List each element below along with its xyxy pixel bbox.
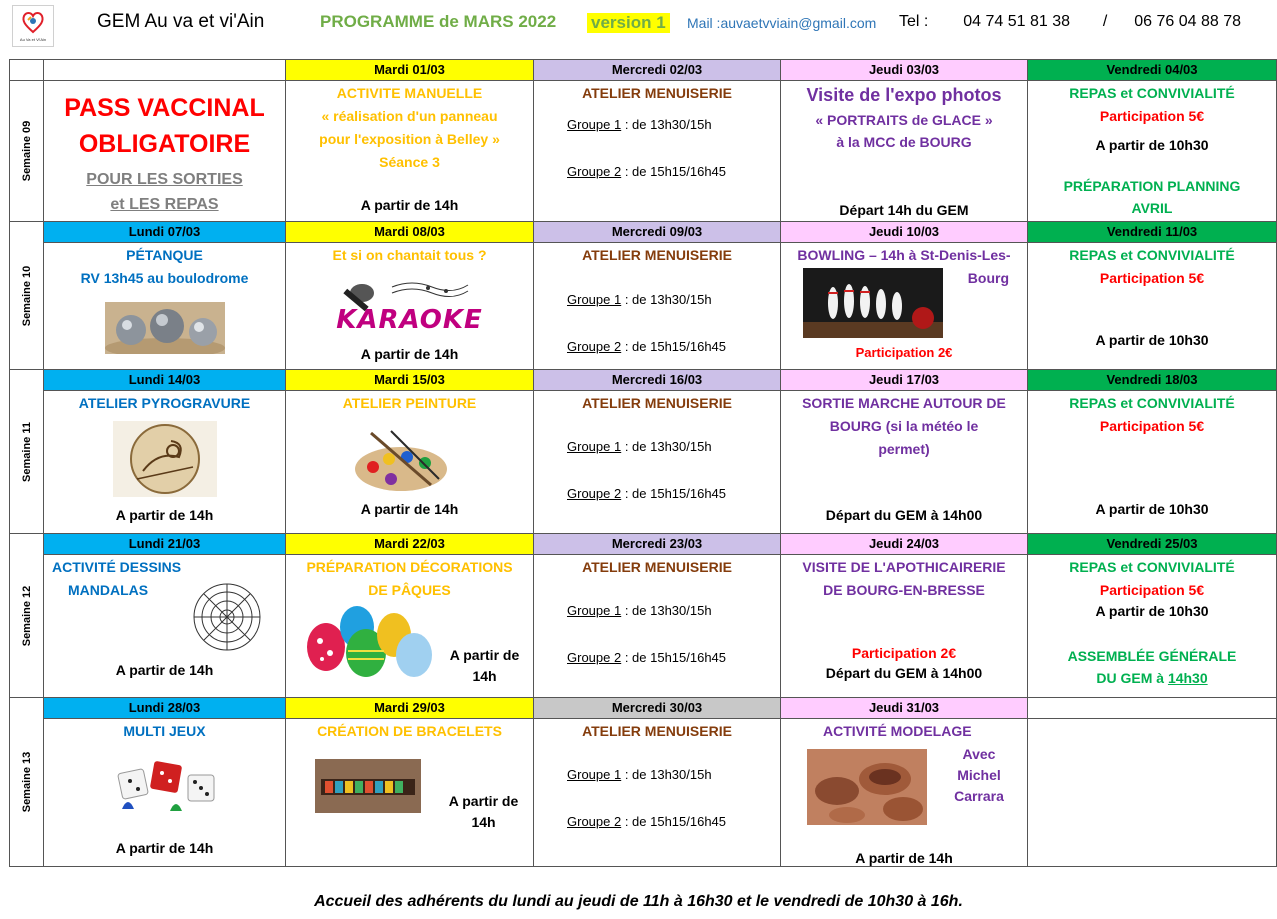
week-label xyxy=(10,222,44,370)
menuiserie-cell xyxy=(534,81,781,222)
activity-cell xyxy=(781,243,1028,370)
activity-line: ASSEMBLÉE GÉNÉRALE xyxy=(1067,648,1237,664)
activity-line: Avec xyxy=(962,746,996,762)
activity-title: MULTI JEUX xyxy=(123,723,206,739)
groupe-time: : de 15h15/16h45 xyxy=(621,814,727,829)
day-header: Vendredi 04/03 xyxy=(1028,60,1277,81)
activity-title: PÉTANQUE xyxy=(126,247,203,263)
menuiserie-cell xyxy=(534,719,781,867)
activity-time: A partir de 14h xyxy=(115,507,214,523)
activity-time: A partir de 14h xyxy=(115,840,214,856)
activity-line: permet) xyxy=(878,441,930,457)
activity-cell xyxy=(781,555,1028,698)
groupe-label: Groupe 2 xyxy=(567,339,622,354)
day-header: Mardi 08/03 xyxy=(286,222,534,243)
activity-time: A partir de 10h30 xyxy=(1095,332,1209,348)
day-header: Jeudi 10/03 xyxy=(781,222,1028,243)
day-header: Mercredi 09/03 xyxy=(534,222,781,243)
mandala-image xyxy=(190,580,264,654)
activity-title: REPAS et CONVIVIALITÉ xyxy=(1069,559,1235,575)
groupe-1 xyxy=(567,603,712,618)
activity-line: Carrara xyxy=(954,788,1004,804)
activity-cell xyxy=(286,555,534,698)
groupe-label: Groupe 2 xyxy=(567,164,622,179)
activity-title: BOWLING – 14h à St-Denis-Les- xyxy=(797,247,1011,263)
activity-title: ATELIER MENUISERIE xyxy=(582,395,732,411)
activity-title: ACTIVITÉ MODELAGE xyxy=(823,723,972,739)
day-header: Mardi 15/03 xyxy=(286,370,534,391)
activity-cell xyxy=(781,81,1028,222)
week09-content-row xyxy=(10,81,1277,222)
week-label-text: Semaine 11 xyxy=(20,421,33,482)
activity-cell xyxy=(44,391,286,534)
activity-time: Départ du GEM à 14h00 xyxy=(825,507,983,523)
activity-title: Visite de l'expo photos xyxy=(806,85,1002,105)
activity-cell xyxy=(781,719,1028,867)
activity-title: VISITE DE L'APOTHICAIRERIE xyxy=(802,559,1006,575)
pass-vaccinal-cell xyxy=(44,81,286,222)
activity-title: ACTIVITE MANUELLE xyxy=(336,85,483,101)
activity-cell xyxy=(286,243,534,370)
activity-title: ATELIER MENUISERIE xyxy=(582,559,732,575)
tel-number-2: 06 76 04 88 78 xyxy=(1134,13,1242,30)
participation: Participation 2€ xyxy=(851,645,957,661)
week12-header-row xyxy=(10,534,1277,555)
activity-cell xyxy=(286,719,534,867)
activity-line: « PORTRAITS de GLACE » xyxy=(815,112,993,128)
activity-title: PRÉPARATION DÉCORATIONS xyxy=(306,559,513,575)
groupe-label: Groupe 1 xyxy=(567,767,622,782)
header-version: version 1 xyxy=(587,13,670,33)
groupe-1 xyxy=(567,767,712,782)
activity-time-1: A partir de xyxy=(449,647,520,663)
activity-title: CRÉATION DE BRACELETS xyxy=(317,723,502,739)
activity-line: BOURG (si la météo le xyxy=(829,418,979,434)
activity-line: DE PÂQUES xyxy=(368,582,451,598)
groupe-label: Groupe 2 xyxy=(567,650,622,665)
groupe-time: : de 13h30/15h xyxy=(621,439,712,454)
activity-time: A partir de 10h30 xyxy=(1095,501,1209,517)
activity-cell xyxy=(286,81,534,222)
pass-subtitle-2: et LES REPAS xyxy=(110,196,219,213)
groupe-2 xyxy=(567,650,726,665)
participation: Participation 5€ xyxy=(1099,108,1205,124)
pass-subtitle-1: POUR LES SORTIES xyxy=(86,171,243,188)
bracelet-image xyxy=(315,759,421,813)
activity-time: A partir de 14h xyxy=(855,850,953,866)
activity-time: A partir de 14h xyxy=(360,197,459,213)
footer-note: Accueil des adhérents du lundi au jeudi de 11h à 16h30 et le vendredi de 10h30 à 16h. xyxy=(314,893,963,910)
activity-time: A partir de 14h xyxy=(115,662,214,678)
week10-content-row xyxy=(10,243,1277,370)
repas-cell xyxy=(1028,391,1277,534)
repas-cell xyxy=(1028,243,1277,370)
pass-title-1: PASS VACCINAL xyxy=(64,94,265,122)
week11-content-row xyxy=(10,391,1277,534)
week13-header-row xyxy=(10,698,1277,719)
day-header: Vendredi 25/03 xyxy=(1028,534,1277,555)
day-header: Mercredi 02/03 xyxy=(534,60,781,81)
paint-palette-image xyxy=(351,429,451,495)
activity-title: Et si on chantait tous ? xyxy=(332,247,487,263)
participation: Participation 2€ xyxy=(855,345,953,360)
gem-logo xyxy=(12,5,54,47)
activity-title: REPAS et CONVIVIALITÉ xyxy=(1069,247,1235,263)
activity-line: AVRIL xyxy=(1131,200,1173,216)
activity-cell xyxy=(44,719,286,867)
tel-separator: / xyxy=(1102,13,1108,30)
day-header: Mercredi 30/03 xyxy=(534,698,781,719)
week-label xyxy=(10,370,44,534)
week09-lundi-empty xyxy=(44,60,286,81)
week-label-text: Semaine 13 xyxy=(20,751,33,813)
tel-label: Tel : xyxy=(899,13,929,30)
activity-title: ACTIVITÉ DESSINS xyxy=(52,559,182,575)
activity-cell xyxy=(781,391,1028,534)
groupe-time: : de 13h30/15h xyxy=(621,603,712,618)
week-label-text: Semaine 10 xyxy=(20,265,33,326)
activity-title: SORTIE MARCHE AUTOUR DE xyxy=(802,395,1006,411)
week-label-text: Semaine 09 xyxy=(20,120,33,182)
activity-time: A partir de 14h xyxy=(360,346,459,362)
groupe-1 xyxy=(567,117,712,132)
bowling-image xyxy=(803,268,943,338)
participation: Participation 5€ xyxy=(1099,582,1205,598)
activity-line: Michel xyxy=(957,767,1001,783)
week10-header-row xyxy=(10,222,1277,243)
activity-line: « réalisation d'un panneau xyxy=(321,108,498,124)
groupe-label: Groupe 2 xyxy=(567,486,622,501)
groupe-1 xyxy=(567,292,712,307)
week12-content-row xyxy=(10,555,1277,698)
pass-title-2: OBLIGATOIRE xyxy=(78,130,251,158)
week13-vendredi-empty-content xyxy=(1028,719,1277,867)
groupe-label: Groupe 1 xyxy=(567,439,622,454)
day-header: Mercredi 16/03 xyxy=(534,370,781,391)
groupe-label: Groupe 1 xyxy=(567,117,622,132)
modelage-image xyxy=(807,749,927,825)
activity-title: ATELIER MENUISERIE xyxy=(582,247,732,263)
activity-title: ATELIER PYROGRAVURE xyxy=(78,395,251,411)
activity-time: Départ du GEM à 14h00 xyxy=(825,665,983,681)
activity-title: REPAS et CONVIVIALITÉ xyxy=(1069,85,1235,101)
activity-time: A partir de 10h30 xyxy=(1095,137,1209,153)
week-label xyxy=(10,534,44,698)
activity-cell xyxy=(44,555,286,698)
dice-games-image xyxy=(110,753,224,813)
groupe-label: Groupe 2 xyxy=(567,814,622,829)
header-phone xyxy=(899,13,1241,31)
day-header: Mardi 01/03 xyxy=(286,60,534,81)
day-header: Lundi 07/03 xyxy=(44,222,286,243)
day-header: Lundi 28/03 xyxy=(44,698,286,719)
menuiserie-cell xyxy=(534,243,781,370)
ag-text: DU GEM à xyxy=(1096,670,1168,686)
menuiserie-cell xyxy=(534,555,781,698)
logo-heart-icon xyxy=(21,8,45,36)
activity-title: ATELIER PEINTURE xyxy=(342,395,477,411)
pyrogravure-image xyxy=(113,421,217,497)
groupe-2 xyxy=(567,164,726,179)
groupe-1 xyxy=(567,439,712,454)
groupe-time: : de 13h30/15h xyxy=(621,292,712,307)
activity-line: RV 13h45 au boulodrome xyxy=(80,270,249,286)
activity-title: ATELIER MENUISERIE xyxy=(582,723,732,739)
day-header: Jeudi 31/03 xyxy=(781,698,1028,719)
activity-line xyxy=(1028,668,1276,688)
header-programme: PROGRAMME de MARS 2022 xyxy=(320,12,557,31)
groupe-time: : de 15h15/16h45 xyxy=(621,486,727,501)
header-mail: Mail :auvaetvviain@gmail.com xyxy=(687,15,877,31)
week13-vendredi-empty xyxy=(1028,698,1277,719)
day-header: Mardi 29/03 xyxy=(286,698,534,719)
groupe-time: : de 13h30/15h xyxy=(621,117,712,132)
week09-header-row xyxy=(10,60,1277,81)
week-label-text: Semaine 12 xyxy=(20,585,33,646)
day-header: Vendredi 11/03 xyxy=(1028,222,1277,243)
day-header: Jeudi 03/03 xyxy=(781,60,1028,81)
activity-cell xyxy=(286,391,534,534)
day-header: Jeudi 17/03 xyxy=(781,370,1028,391)
groupe-time: : de 13h30/15h xyxy=(621,767,712,782)
groupe-time: : de 15h15/16h45 xyxy=(621,339,727,354)
groupe-time: : de 15h15/16h45 xyxy=(621,650,727,665)
activity-title: REPAS et CONVIVIALITÉ xyxy=(1069,395,1235,411)
activity-line: pour l'exposition à Belley » xyxy=(319,131,500,147)
ag-time: 14h30 xyxy=(1167,670,1208,686)
week13-content-row xyxy=(10,719,1277,867)
groupe-time: : de 15h15/16h45 xyxy=(621,164,727,179)
repas-cell xyxy=(1028,555,1277,698)
week11-header-row xyxy=(10,370,1277,391)
week-label xyxy=(10,698,44,867)
activity-time: A partir de 14h xyxy=(360,501,459,517)
groupe-2 xyxy=(567,486,726,501)
petanque-image xyxy=(105,302,225,354)
activity-line: Séance 3 xyxy=(379,154,440,170)
activity-line: MANDALAS xyxy=(68,582,149,598)
groupe-label: Groupe 1 xyxy=(567,603,622,618)
page-header xyxy=(0,0,1277,50)
groupe-label: Groupe 1 xyxy=(567,292,622,307)
tel-number-1: 04 74 51 81 38 xyxy=(963,13,1071,30)
logo-text: Au Va et Vi'Ain xyxy=(19,37,47,42)
activity-time-1: A partir de xyxy=(448,793,519,809)
day-header: Vendredi 18/03 xyxy=(1028,370,1277,391)
schedule-table xyxy=(9,59,1277,867)
activity-title: ATELIER MENUISERIE xyxy=(582,85,732,101)
corner-cell xyxy=(10,60,44,81)
activity-line: DE BOURG-EN-BRESSE xyxy=(823,582,985,598)
day-header: Lundi 21/03 xyxy=(44,534,286,555)
activity-line: Bourg xyxy=(967,270,1009,286)
day-header: Mardi 22/03 xyxy=(286,534,534,555)
participation: Participation 5€ xyxy=(1099,418,1205,434)
day-header: Lundi 14/03 xyxy=(44,370,286,391)
karaoke-logo-text: KARAOKE xyxy=(336,305,483,335)
groupe-2 xyxy=(567,814,726,829)
day-header: Mercredi 23/03 xyxy=(534,534,781,555)
week-label xyxy=(10,81,44,222)
activity-cell xyxy=(44,243,286,370)
activity-line: PRÉPARATION PLANNING xyxy=(1063,178,1241,194)
activity-time: A partir de 10h30 xyxy=(1095,603,1209,619)
activity-line: à la MCC de BOURG xyxy=(836,134,972,150)
day-header: Jeudi 24/03 xyxy=(781,534,1028,555)
menuiserie-cell xyxy=(534,391,781,534)
groupe-2 xyxy=(567,339,726,354)
participation: Participation 5€ xyxy=(1099,270,1205,286)
activity-time: Départ 14h du GEM xyxy=(839,202,969,218)
easter-eggs-image xyxy=(302,603,434,679)
header-title: GEM Au va et vi'Ain xyxy=(97,11,265,32)
activity-time-2: 14h xyxy=(472,668,497,684)
activity-time-2: 14h xyxy=(471,814,496,830)
repas-cell xyxy=(1028,81,1277,222)
